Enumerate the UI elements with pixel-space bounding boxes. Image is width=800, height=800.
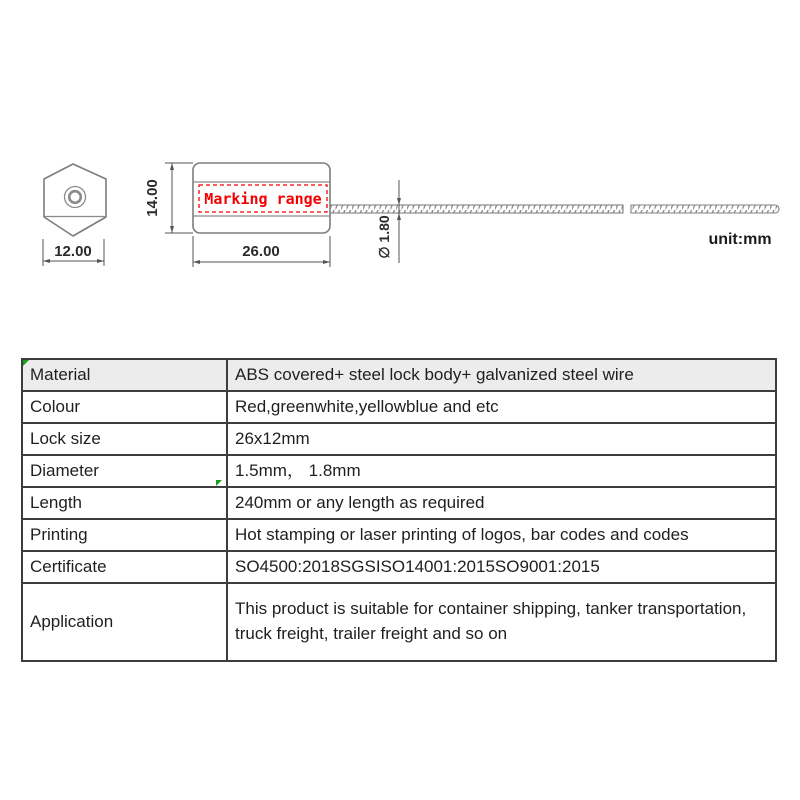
hex-width-label: 12.00 (54, 243, 92, 260)
cell-corner-marker (216, 480, 222, 486)
table-row (22, 551, 776, 583)
marking-range-label: Marking range (204, 190, 322, 208)
dimension-body-width (193, 236, 330, 267)
spec-label: Colour (22, 391, 227, 423)
technical-drawing (0, 0, 800, 340)
spec-label: Certificate (22, 551, 227, 583)
spec-value: SO4500:2018SGSISO14001:2015SO9001:2015 (227, 551, 776, 583)
spec-label: Length (22, 487, 227, 519)
spec-value: 26x12mm (227, 423, 776, 455)
spec-value: 240mm or any length as required (227, 487, 776, 519)
wire-hole-inner (69, 191, 81, 203)
cable (330, 205, 779, 213)
dimension-cable-diameter (376, 180, 401, 263)
table-row (22, 487, 776, 519)
table-row (22, 391, 776, 423)
spec-value: ABS covered+ steel lock body+ galvanized steel wire (227, 359, 776, 391)
table-row (22, 583, 776, 661)
cable-diameter-label: ∅ 1.80 (376, 215, 392, 259)
spec-label: Application (22, 583, 227, 661)
hex-nut-front-view (44, 164, 106, 236)
dimension-hex-width (43, 239, 104, 266)
wire-hole-outer (65, 187, 86, 208)
spec-label: Material (22, 359, 227, 391)
spec-value: Hot stamping or laser printing of logos, bar codes and codes (227, 519, 776, 551)
spec-value: 1.5mm， 1.8mm (227, 455, 776, 487)
spec-label: Diameter (22, 455, 227, 487)
cell-corner-marker (23, 360, 29, 366)
table-row (22, 455, 776, 487)
cable-segment-right (631, 205, 779, 213)
spec-value: Red,greenwhite,yellowblue and etc (227, 391, 776, 423)
table-row (22, 519, 776, 551)
body-width-label: 26.00 (242, 243, 280, 260)
body-height-label: 14.00 (144, 179, 161, 217)
table-row (22, 423, 776, 455)
cable-segment-left (330, 205, 623, 213)
marking-range-box (199, 185, 327, 212)
spec-table (21, 358, 777, 662)
spec-label: Printing (22, 519, 227, 551)
dimension-body-height (144, 163, 193, 233)
unit-note: unit:mm (708, 231, 772, 248)
spec-label: Lock size (22, 423, 227, 455)
spec-value: This product is suitable for container shipping, tanker transportation, truck freight, trailer freight and so on (227, 583, 776, 661)
table-row (22, 359, 776, 391)
